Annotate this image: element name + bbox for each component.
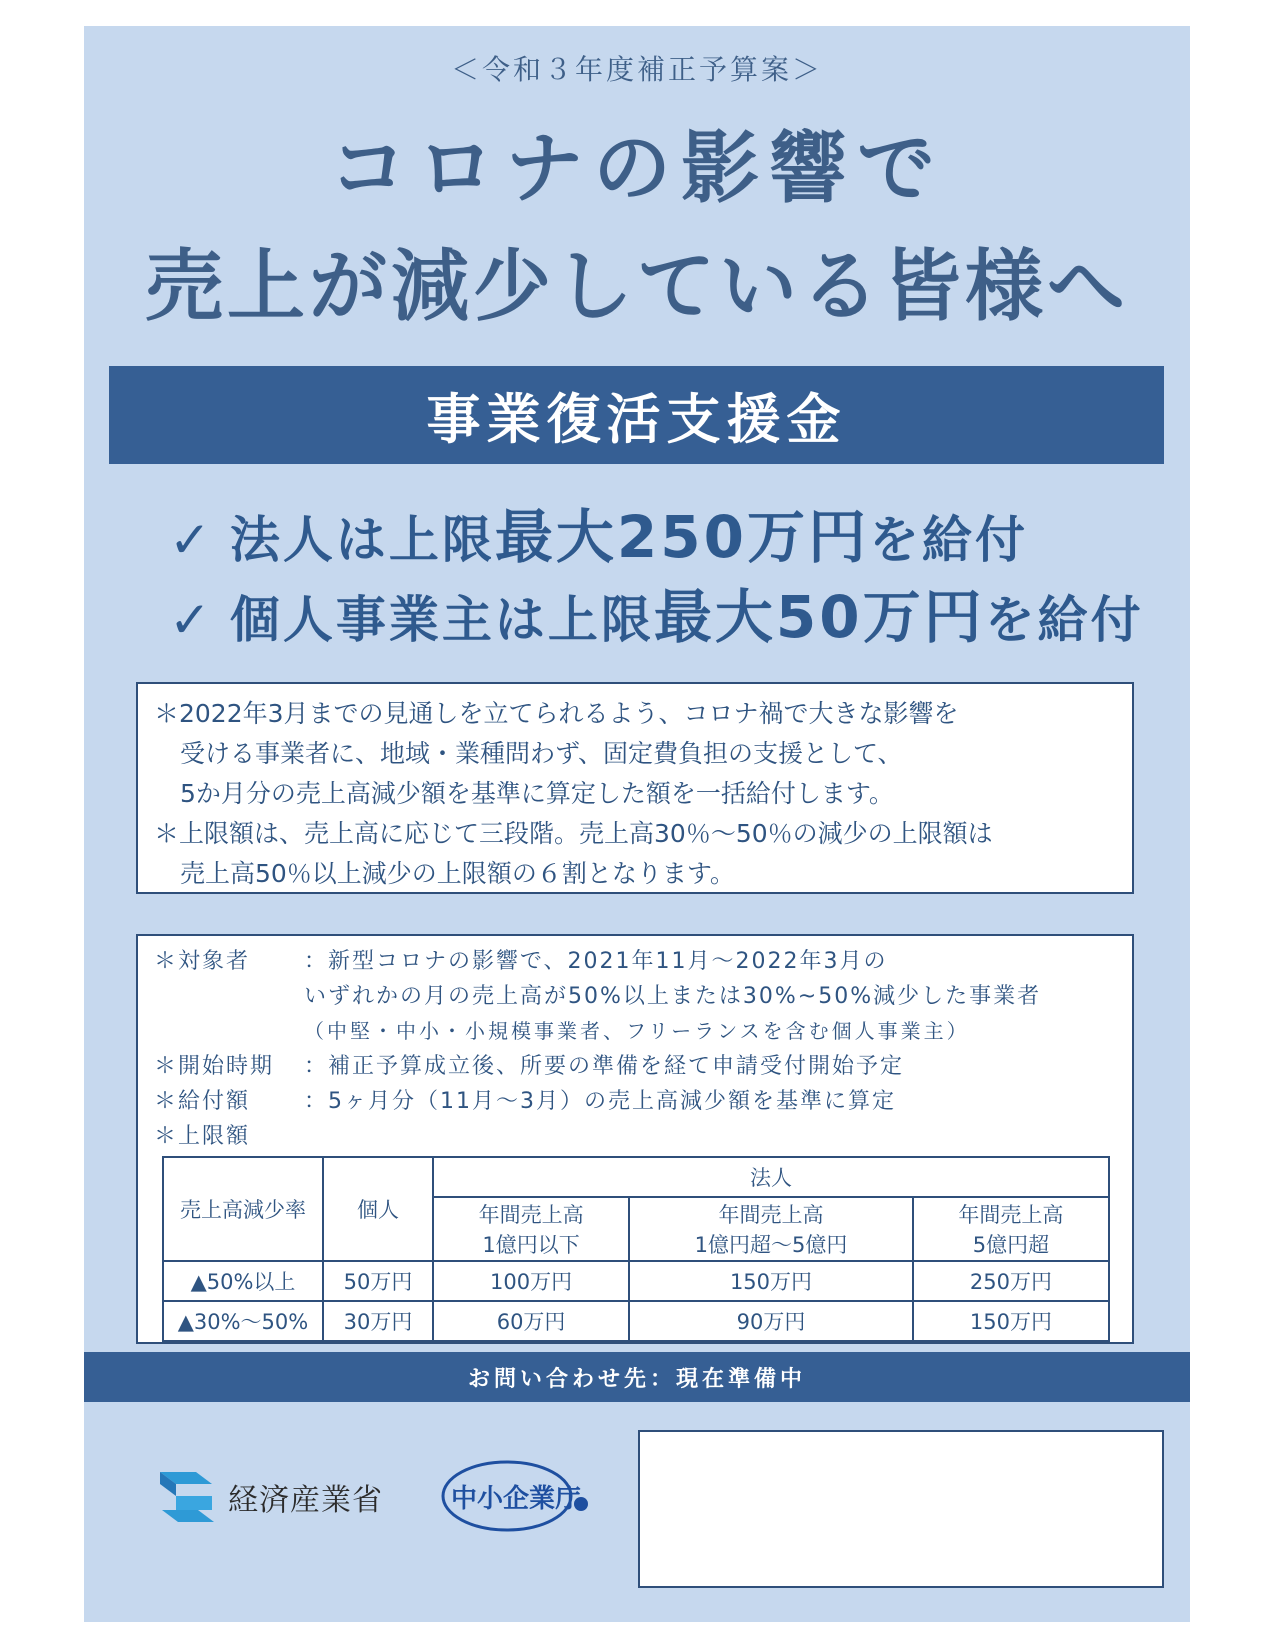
check-icon: ✓ (169, 511, 214, 569)
header-rate: 売上高減少率 (163, 1157, 323, 1261)
program-name: 事業復活支援金 (426, 387, 847, 451)
detail-amount (154, 1084, 1116, 1119)
tier-range: 5億円超 (972, 1233, 1050, 1257)
detail-label: ＊開始時期 (154, 1054, 275, 1079)
detail-value: ：5ヶ月分（11月～3月）の売上高減少額を基準に算定 (304, 1089, 896, 1114)
bullet-text: を給付 (984, 591, 1144, 649)
bullet-highlight: 最大250万円 (494, 503, 869, 571)
notes-box (136, 682, 1134, 894)
headline-line-2: 売上が減少している皆様へ (144, 242, 1129, 332)
meti-name: 経済産業省 (228, 1483, 383, 1518)
bullet-text: 個人事業主は上限 (229, 591, 654, 649)
contact-blank-box (638, 1430, 1164, 1588)
cell-corp-tier-3: 150万円 (913, 1301, 1109, 1341)
cell-individual: 50万円 (323, 1261, 433, 1301)
cell-rate: ▲30%～50% (163, 1301, 323, 1341)
cell-corp-tier-2: 150万円 (629, 1261, 913, 1301)
tier-label: 年間売上高 (958, 1203, 1064, 1227)
note-line: ＊上限額は、売上高に応じて三段階。売上高30％～50％の減少の上限額は (154, 819, 993, 848)
table-row (163, 1301, 1109, 1341)
contact-text: お問い合わせ先：現在準備中 (467, 1366, 806, 1392)
cell-corp-tier-2: 90万円 (629, 1301, 913, 1341)
poster (84, 26, 1190, 1622)
detail-start (154, 1049, 1116, 1084)
note-line: 受ける事業者に、地域・業種問わず、固定費負担の支援として、 (180, 739, 903, 768)
tier-range: 1億円以下 (482, 1233, 580, 1257)
budget-subtitle: ＜令和３年度補正予算案＞ (450, 53, 823, 86)
details-box (136, 934, 1134, 1344)
detail-label: ＊給付額 (154, 1089, 251, 1114)
detail-label: ＊対象者 (154, 949, 251, 974)
bullet-text: を給付 (868, 511, 1028, 569)
detail-value: いずれかの月の売上高が50%以上または30%~50%減少した事業者 (304, 984, 1042, 1009)
limit-table (162, 1156, 1110, 1342)
header-corp-tier-2 (629, 1197, 913, 1261)
headline-line-1: コロナの影響で (328, 124, 945, 214)
tier-label: 年間売上高 (478, 1203, 584, 1227)
header-corporate: 法人 (433, 1157, 1109, 1197)
detail-limit (154, 1119, 1116, 1154)
contact-bar (84, 1352, 1190, 1402)
detail-target (154, 944, 1116, 979)
tier-label: 年間売上高 (718, 1203, 824, 1227)
sme-agency-logo (439, 1456, 599, 1542)
cell-rate: ▲50%以上 (163, 1261, 323, 1301)
detail-value: （中堅・中小・小規模事業者、フリーランスを含む個人事業主） (304, 1019, 970, 1043)
bullet-highlight: 最大50万円 (653, 583, 985, 651)
detail-value: ：補正予算成立後、所要の準備を経て申請受付開始予定 (304, 1054, 905, 1079)
note-line: 5か月分の売上高減少額を基準に算定した額を一括給付します。 (180, 779, 894, 808)
header-corp-tier-3 (913, 1197, 1109, 1261)
note-line: ＊2022年3月までの見通しを立てられるよう、コロナ禍で大きな影響を (154, 699, 959, 728)
check-icon: ✓ (169, 591, 214, 649)
tier-range: 1億円超～5億円 (694, 1233, 848, 1257)
table-row (163, 1261, 1109, 1301)
cell-corp-tier-1: 60万円 (433, 1301, 629, 1341)
meti-logo (156, 1466, 383, 1528)
sme-agency-name: 中小企業庁 (451, 1484, 582, 1514)
bullet-corporate (169, 503, 1028, 571)
header-individual: 個人 (323, 1157, 433, 1261)
program-banner (109, 366, 1164, 464)
cell-individual: 30万円 (323, 1301, 433, 1341)
cell-corp-tier-3: 250万円 (913, 1261, 1109, 1301)
bullet-individual (169, 583, 1144, 651)
bullet-text: 法人は上限 (229, 511, 495, 569)
detail-label: ＊上限額 (154, 1124, 251, 1149)
cell-corp-tier-1: 100万円 (433, 1261, 629, 1301)
note-line: 売上高50％以上減少の上限額の６割となります。 (180, 859, 735, 888)
header-corp-tier-1 (433, 1197, 629, 1261)
meti-emblem-icon (156, 1466, 218, 1528)
detail-value: ：新型コロナの影響で、2021年11月～2022年3月の (304, 949, 888, 974)
